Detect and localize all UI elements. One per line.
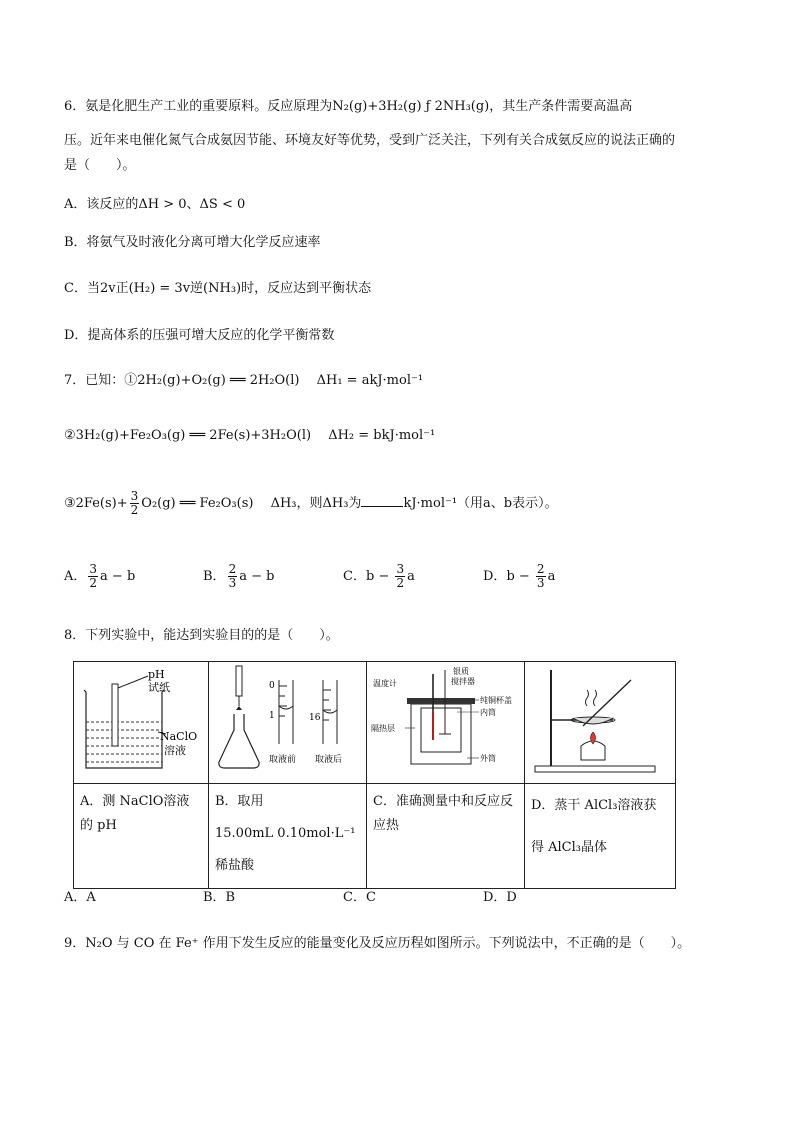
q6-option-b: B．将氨气及时液化分离可增大化学反应速率 bbox=[64, 235, 321, 250]
q8-fig-c-outer-label: 外筒 bbox=[480, 754, 496, 763]
q8-caption-d-line1: D．蒸干 AlCl₃溶液获 bbox=[531, 798, 657, 813]
q7-option-b-den: 3 bbox=[228, 576, 237, 590]
q7-eq3-suffix: kJ·mol⁻¹（用a、b表示）。 bbox=[403, 496, 558, 511]
q7-eq3-prefix: ③2Fe(s)+ bbox=[64, 496, 128, 511]
q7-eq3-fraction bbox=[130, 490, 140, 517]
q7-eq2: ②3H₂(g)+Fe₂O₃(g) ══ 2Fe(s)+3H₂O(l) ΔH₂ = bkJ·mol⁻¹ bbox=[64, 428, 436, 443]
q8-answer-b: B．B bbox=[203, 890, 236, 905]
q7-option-c-label: C． bbox=[343, 569, 366, 584]
q8-fig-a-solution-label2: 溶液 bbox=[164, 744, 186, 757]
q8-figure-b-burette bbox=[209, 662, 366, 779]
q8-fig-b-tick-1: 1 bbox=[269, 711, 275, 721]
q8-fig-c-stirrer-label2: 搅拌器 bbox=[451, 677, 475, 686]
q7-option-c-frac bbox=[395, 563, 405, 590]
q8-caption-d-text bbox=[525, 784, 675, 866]
q6-option-c-equation: 2v正(H₂) = 3v逆(NH₃) bbox=[99, 281, 242, 296]
q8-caption-row bbox=[74, 784, 676, 889]
q7-frac-num: 3 bbox=[130, 489, 139, 503]
q7-frac-den: 2 bbox=[130, 503, 139, 517]
q6-option-c-prefix: C．当 bbox=[64, 281, 100, 296]
q6-line1 bbox=[64, 97, 632, 117]
q7-option-a bbox=[64, 563, 135, 590]
q8-fig-c-lid-label: 纯铜杯盖 bbox=[480, 696, 512, 705]
q6-line3: 是（ ）。 bbox=[64, 158, 136, 173]
q6-text-b: ，其生产条件需要高温高 bbox=[489, 99, 633, 114]
q8-answer-a: A．A bbox=[64, 890, 96, 905]
q8-fig-c-stirrer-label1: 银质 bbox=[453, 667, 469, 676]
q8-caption-d bbox=[525, 784, 676, 889]
q7-option-c-pre: b − bbox=[365, 569, 394, 584]
q6-text-a: 6．氨是化肥生产工业的重要原料。反应原理为 bbox=[64, 99, 333, 114]
q8-experiment-table bbox=[73, 661, 676, 889]
q8-caption-b bbox=[209, 784, 367, 889]
q7-option-c-den: 2 bbox=[396, 576, 405, 590]
q8-stem: 8．下列实验中，能达到实验目的的是（ ）。 bbox=[64, 628, 339, 643]
q8-answer-c: C．C bbox=[343, 890, 376, 905]
q7-option-d-label: D． bbox=[483, 569, 507, 584]
q8-caption-c-text: C．准确测量中和反应反应热 bbox=[373, 794, 513, 833]
q7-option-c bbox=[343, 563, 415, 590]
q8-caption-a-text: A．测 NaClO溶液的 pH bbox=[80, 794, 190, 833]
q8-caption-d-line2: 得 AlCl₃晶体 bbox=[531, 840, 607, 855]
q7-option-d-num: 2 bbox=[536, 562, 545, 576]
q7-option-a-num: 3 bbox=[89, 562, 98, 576]
q8-figure-d-evaporation bbox=[525, 662, 675, 779]
q7-eq3-middle: O₂(g) ══ Fe₂O₃(s) ΔH₃，则ΔH₃为 bbox=[141, 496, 362, 511]
q7-answer-blank bbox=[361, 494, 403, 507]
q8-fig-a-solution-label: NaClO bbox=[160, 730, 198, 743]
q8-caption-b-line2: 15.00mL 0.10mol·L⁻¹ bbox=[215, 826, 356, 841]
q7-option-a-post: a − b bbox=[100, 569, 136, 584]
q8-caption-b-line1: B．取用 bbox=[215, 794, 264, 809]
q7-option-a-frac bbox=[88, 563, 98, 590]
q7-option-a-label: A． bbox=[64, 569, 87, 584]
q8-fig-b-tick-16: 16 bbox=[309, 713, 321, 723]
q7-eq1: 7．已知：①2H₂(g)+O₂(g) ══ 2H₂O(l) ΔH₁ = akJ·mol⁻¹ bbox=[64, 373, 424, 388]
q8-figure-b-cell bbox=[209, 662, 367, 784]
q6-equation: N₂(g)+3H₂(g) ƒ 2NH₃(g) bbox=[332, 99, 490, 114]
q7-option-d bbox=[483, 563, 555, 590]
q7-option-c-post: a bbox=[407, 569, 415, 584]
q7-eq3 bbox=[64, 490, 558, 517]
q8-answer-d: D．D bbox=[483, 890, 517, 905]
q8-figure-a-beaker bbox=[74, 662, 208, 779]
q7-option-d-pre: b − bbox=[506, 569, 534, 584]
q8-figure-c-cell bbox=[367, 662, 525, 784]
q6-line2: 压。近年来电催化氮气合成氨因节能、环境友好等优势，受到广泛关注，下列有关合成氨反应的说法正确的 bbox=[64, 133, 676, 148]
q8-figure-a-cell bbox=[74, 662, 209, 784]
q8-fig-b-tick-0: 0 bbox=[269, 681, 275, 691]
q8-fig-c-insulation-label: 隔热层 bbox=[371, 724, 395, 733]
q7-option-b bbox=[203, 563, 274, 590]
q7-option-a-den: 2 bbox=[89, 576, 98, 590]
q6-option-a: A．该反应的ΔH > 0、ΔS < 0 bbox=[64, 197, 246, 212]
q8-caption-b-text bbox=[209, 784, 366, 884]
q6-option-d: D．提高体系的压强可增大反应的化学平衡常数 bbox=[64, 328, 335, 343]
q8-figure-c-calorimeter bbox=[367, 662, 524, 779]
q8-fig-c-thermometer-label: 温度计 bbox=[373, 679, 397, 688]
q8-figure-row bbox=[74, 662, 676, 784]
q8-caption-a bbox=[74, 784, 209, 889]
q7-option-b-label: B． bbox=[203, 569, 226, 584]
q8-fig-b-before-label: 取液前 bbox=[269, 755, 297, 765]
q7-option-b-frac bbox=[228, 563, 238, 590]
q8-caption-c bbox=[367, 784, 525, 889]
q8-figure-d-cell bbox=[525, 662, 676, 784]
q7-option-b-num: 2 bbox=[228, 562, 237, 576]
q7-option-d-den: 3 bbox=[536, 576, 545, 590]
q8-caption-b-line3: 稀盐酸 bbox=[215, 858, 255, 873]
q9-stem: 9．N₂O 与 CO 在 Fe⁺ 作用下发生反应的能量变化及反应历程如图所示。下列说法中，不正确的是（ ）。 bbox=[64, 936, 691, 951]
q8-fig-b-after-label: 取液后 bbox=[315, 755, 343, 765]
q6-option-c-suffix: 时，反应达到平衡状态 bbox=[241, 281, 372, 296]
q8-fig-a-paper-label: 试纸 bbox=[148, 681, 170, 694]
q7-option-d-frac bbox=[536, 563, 546, 590]
q7-option-d-post: a bbox=[547, 569, 556, 584]
q6-option-c bbox=[64, 279, 371, 299]
q7-option-c-num: 3 bbox=[396, 562, 405, 576]
q8-fig-a-ph-label: pH bbox=[148, 668, 165, 681]
q8-fig-c-inner-label: 内筒 bbox=[480, 708, 496, 717]
q7-option-b-post: a − b bbox=[239, 569, 275, 584]
